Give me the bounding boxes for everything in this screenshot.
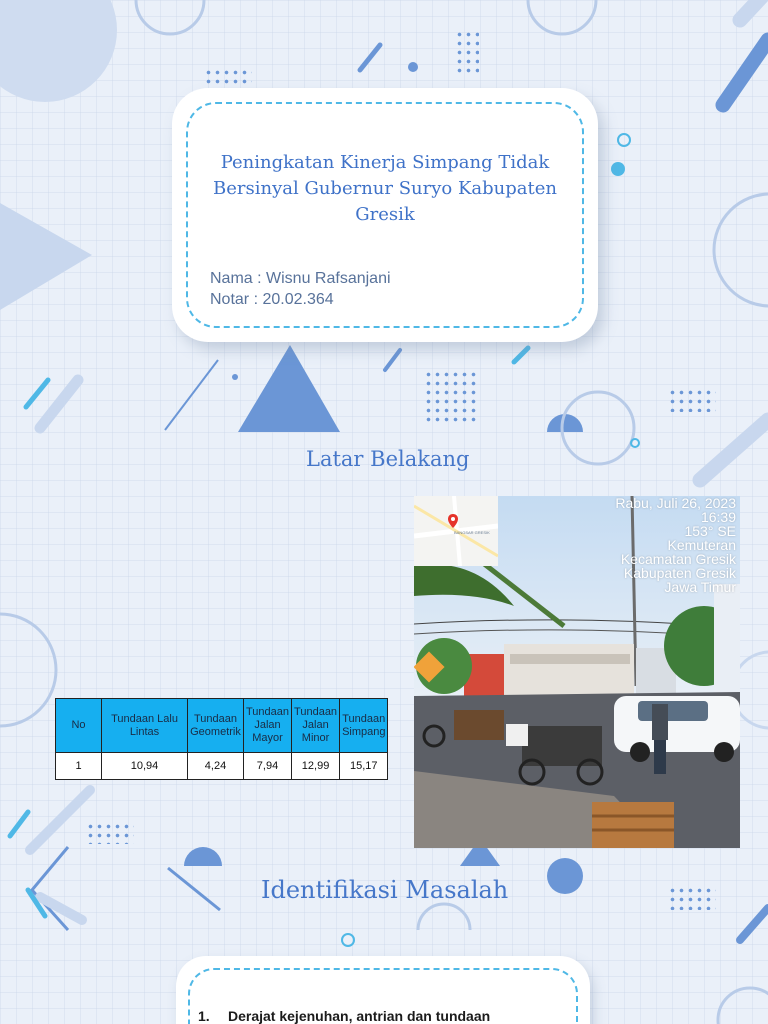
author-name: Nama : Wisnu Rafsanjani: [210, 270, 391, 287]
dot-grid: [668, 388, 716, 412]
table-header-cell: Tundaan Lalu Lintas: [102, 699, 188, 753]
table-cell: 1: [56, 753, 102, 780]
table-cell: 4,24: [188, 753, 244, 780]
table-header-cell: Tundaan Jalan Minor: [292, 699, 340, 753]
dot-grid: [204, 68, 252, 90]
overlay-date: Rabu, Juli 26, 2023: [615, 496, 736, 511]
street-photo: [414, 496, 740, 848]
dot-grid: [455, 30, 479, 76]
map-thumbnail: [414, 496, 498, 566]
overlay-heading: 153° SE: [684, 523, 736, 539]
list-item-number: 1.: [198, 1008, 210, 1024]
dot-grid: [668, 886, 716, 910]
table-header-cell: Tundaan Geometrik: [188, 699, 244, 753]
problem-card: [176, 956, 590, 1024]
table-cell: 12,99: [292, 753, 340, 780]
table-header-cell: Tundaan Simpang: [340, 699, 388, 753]
overlay-village: Kemuteran: [667, 537, 736, 553]
section-title-background: Latar Belakang: [306, 447, 470, 471]
overlay-time: 16:39: [700, 509, 736, 525]
photo-timestamp-overlay: [615, 496, 736, 594]
presentation-title: Peningkatan Kinerja Simpang Tidak Bersinyal Gubernur Suryo Kabupaten Gresik: [213, 152, 557, 225]
author-info: [210, 268, 391, 310]
overlay-regency: Kabupaten Gresik: [623, 565, 736, 581]
table-cell: 7,94: [244, 753, 292, 780]
list-item-text: Derajat kejenuhan, antrian dan tundaan: [228, 1008, 491, 1024]
table-header-row: [56, 699, 388, 753]
table-cell: 10,94: [102, 753, 188, 780]
overlay-province: Jawa Timur: [664, 579, 736, 595]
table-row: [56, 753, 388, 780]
table-cell: 15,17: [340, 753, 388, 780]
map-place-label: BANGSAR GRESIK: [454, 530, 490, 535]
table-header-cell: Tundaan Jalan Mayor: [244, 699, 292, 753]
map-pin-icon: [448, 514, 458, 528]
dot-grid: [424, 370, 476, 422]
table-header-cell: No: [56, 699, 102, 753]
title-card: [172, 88, 598, 342]
overlay-district: Kecamatan Gresik: [620, 551, 736, 567]
list-item: [198, 1008, 490, 1024]
dot-grid: [86, 822, 134, 844]
author-notar: Notar : 20.02.364: [210, 291, 334, 308]
delay-table: [55, 698, 388, 780]
section-title-problem: Identifikasi Masalah: [261, 876, 509, 904]
